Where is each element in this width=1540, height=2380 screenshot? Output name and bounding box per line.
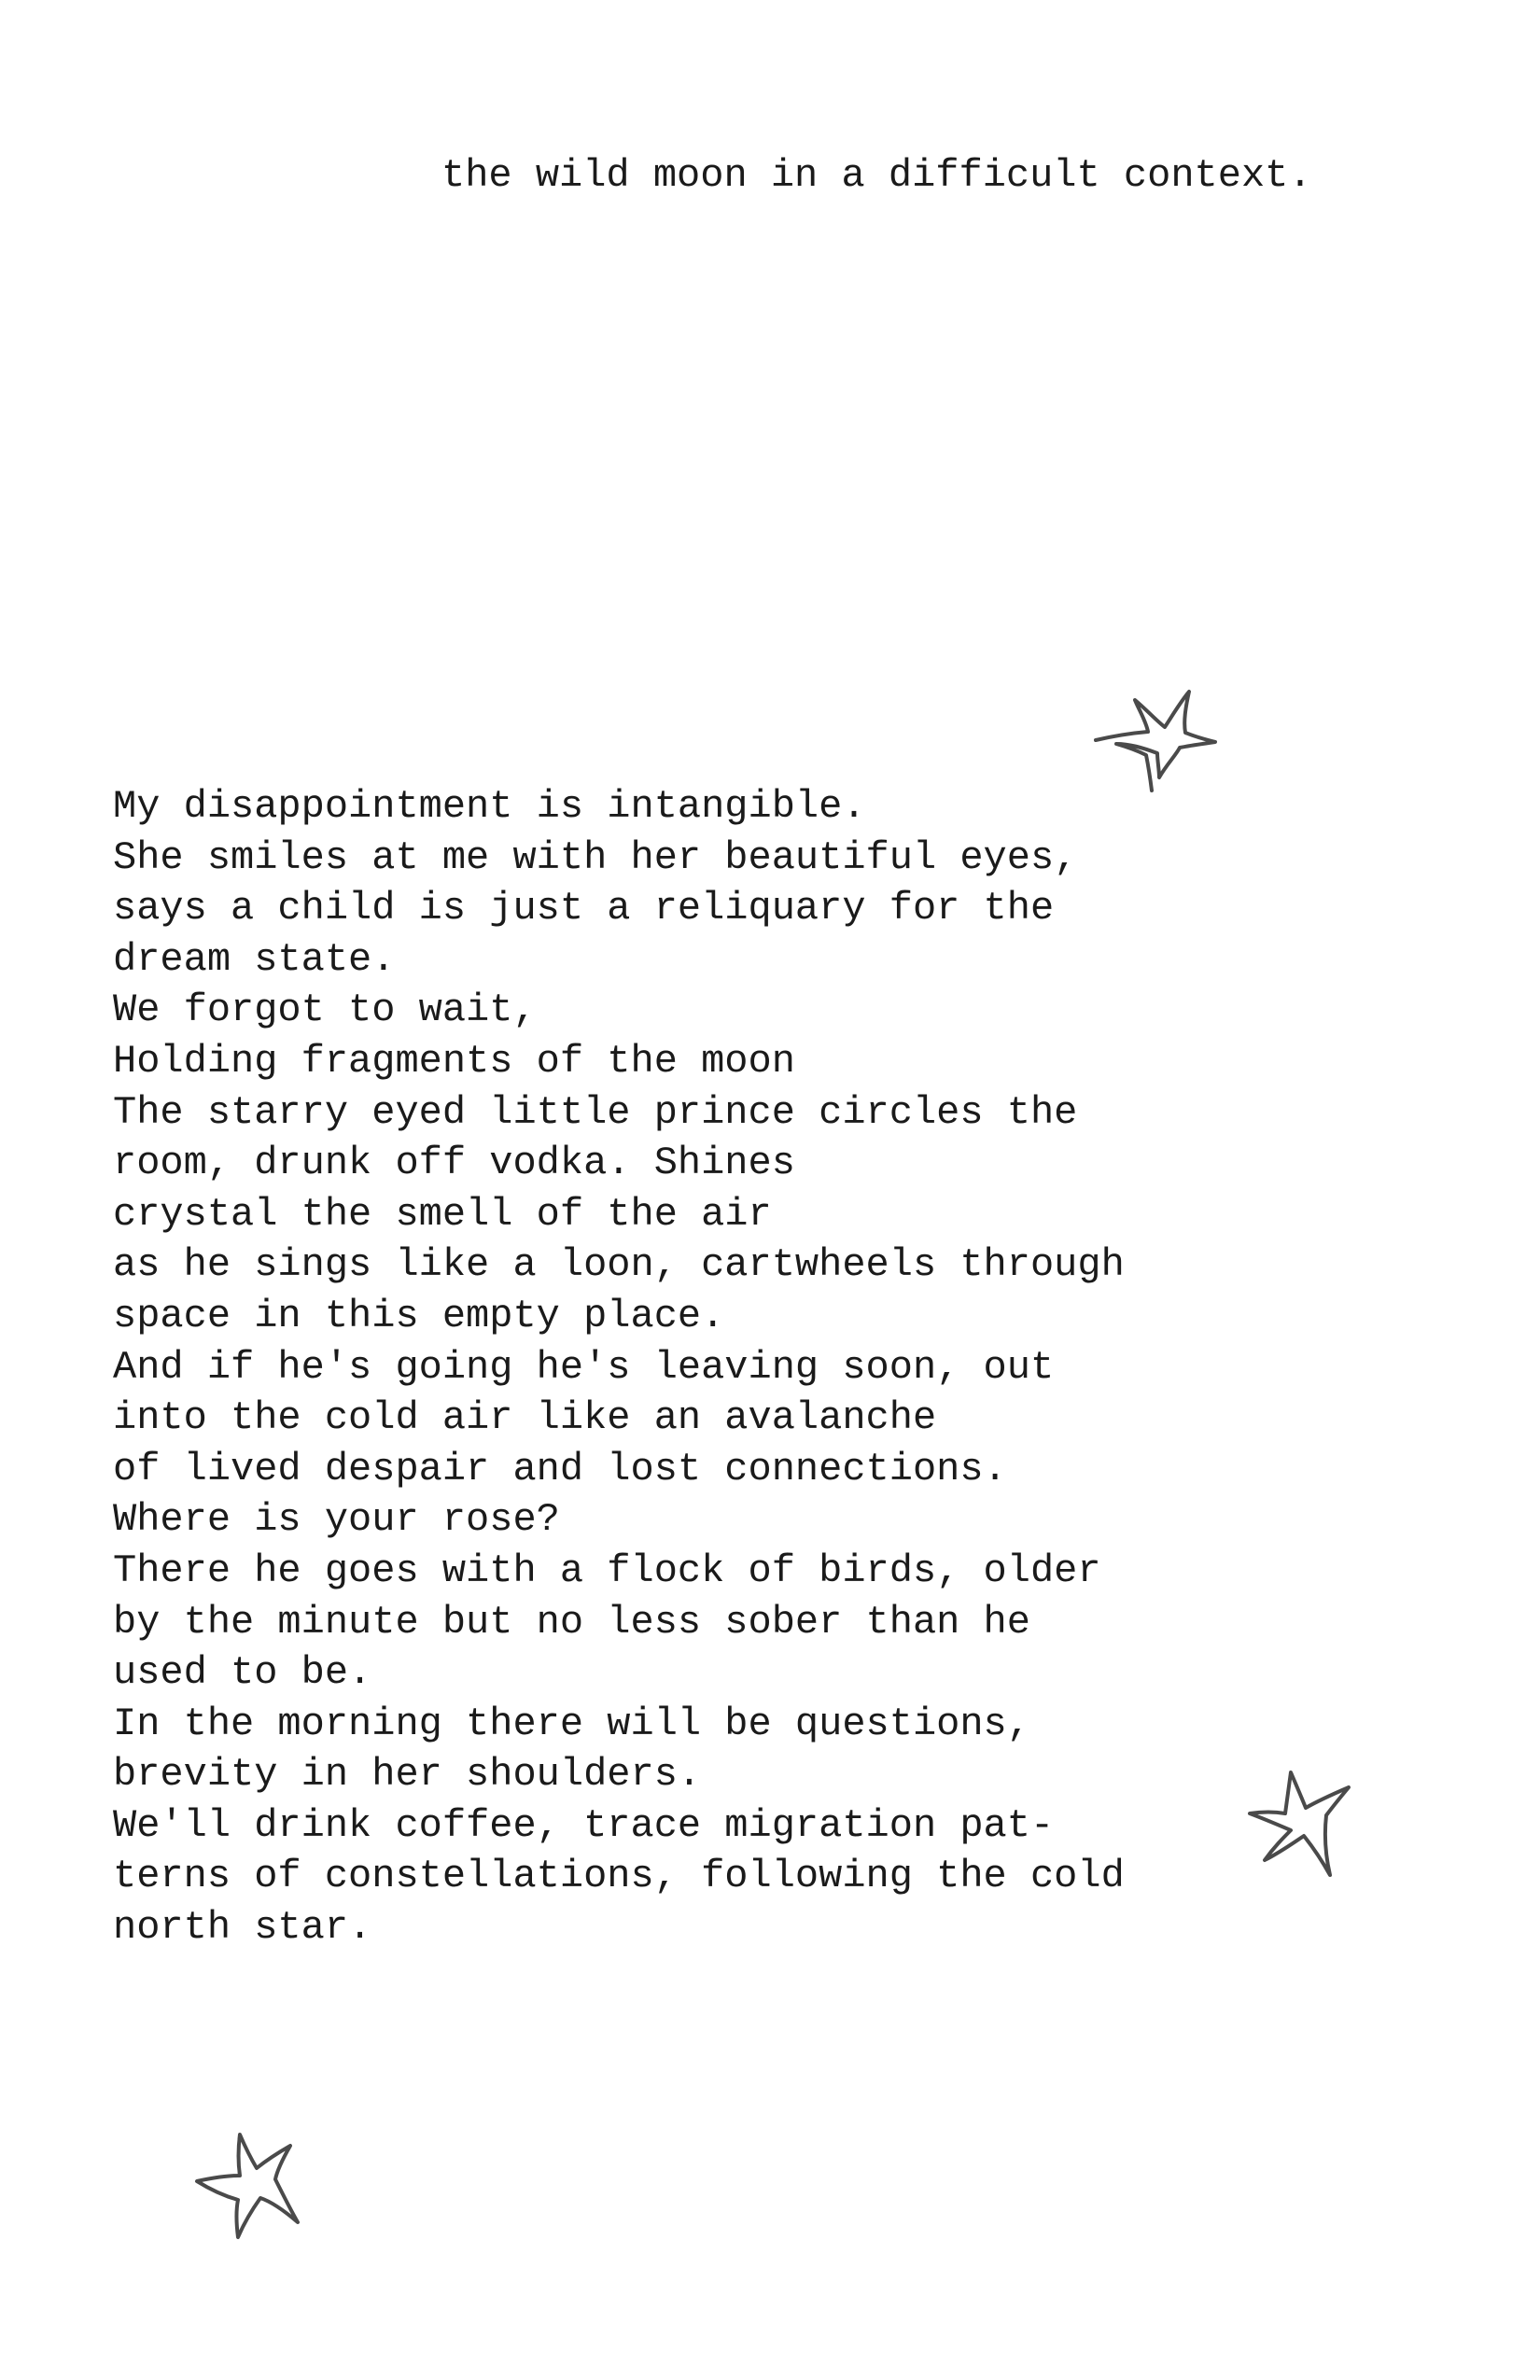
poem-line: room, drunk off vodka. Shines <box>113 1141 795 1186</box>
poem-line: as he sings like a loon, cartwheels through <box>113 1242 1125 1288</box>
poem-line: says a child is just a reliquary for the <box>113 886 1055 931</box>
poem-line: She smiles at me with her beautiful eyes, <box>113 834 1078 880</box>
star-icon-bottom <box>191 2125 303 2242</box>
poem-line: Where is your rose? <box>113 1497 560 1543</box>
poem-title: the wild moon in a difficult context. <box>441 153 1312 198</box>
poem-line: terns of constellations, following the cold <box>113 1854 1125 1899</box>
poem-line: north star. <box>113 1905 372 1951</box>
poem-line: crystal the smell of the air <box>113 1191 772 1237</box>
poem-line: The starry eyed little prince circles the <box>113 1089 1078 1135</box>
poem-line: My disappointment is intangible. <box>113 784 866 829</box>
poem-line: There he goes with a flock of birds, older <box>113 1547 1101 1593</box>
poem-line: used to be. <box>113 1650 372 1696</box>
poem-line: brevity in her shoulders. <box>113 1752 702 1798</box>
poem-line: by the minute but no less sober than he <box>113 1599 1030 1645</box>
poem-line: And if he's going he's leaving soon, out <box>113 1344 1055 1390</box>
poem-body <box>113 781 1125 1953</box>
poem-line: Holding fragments of the moon <box>113 1038 795 1084</box>
poem-line: In the morning there will be questions, <box>113 1701 1030 1746</box>
poem-line: space in this empty place. <box>113 1293 725 1338</box>
poem-line: We'll drink coffee, trace migration pat- <box>113 1802 1055 1848</box>
poem-line: dream state. <box>113 936 396 982</box>
poem-line: We forgot to wait, <box>113 987 537 1033</box>
poem-line: of lived despair and lost connections. <box>113 1446 1007 1491</box>
star-icon-middle <box>1246 1767 1353 1883</box>
poem-line: into the cold air like an avalanche <box>113 1395 937 1441</box>
